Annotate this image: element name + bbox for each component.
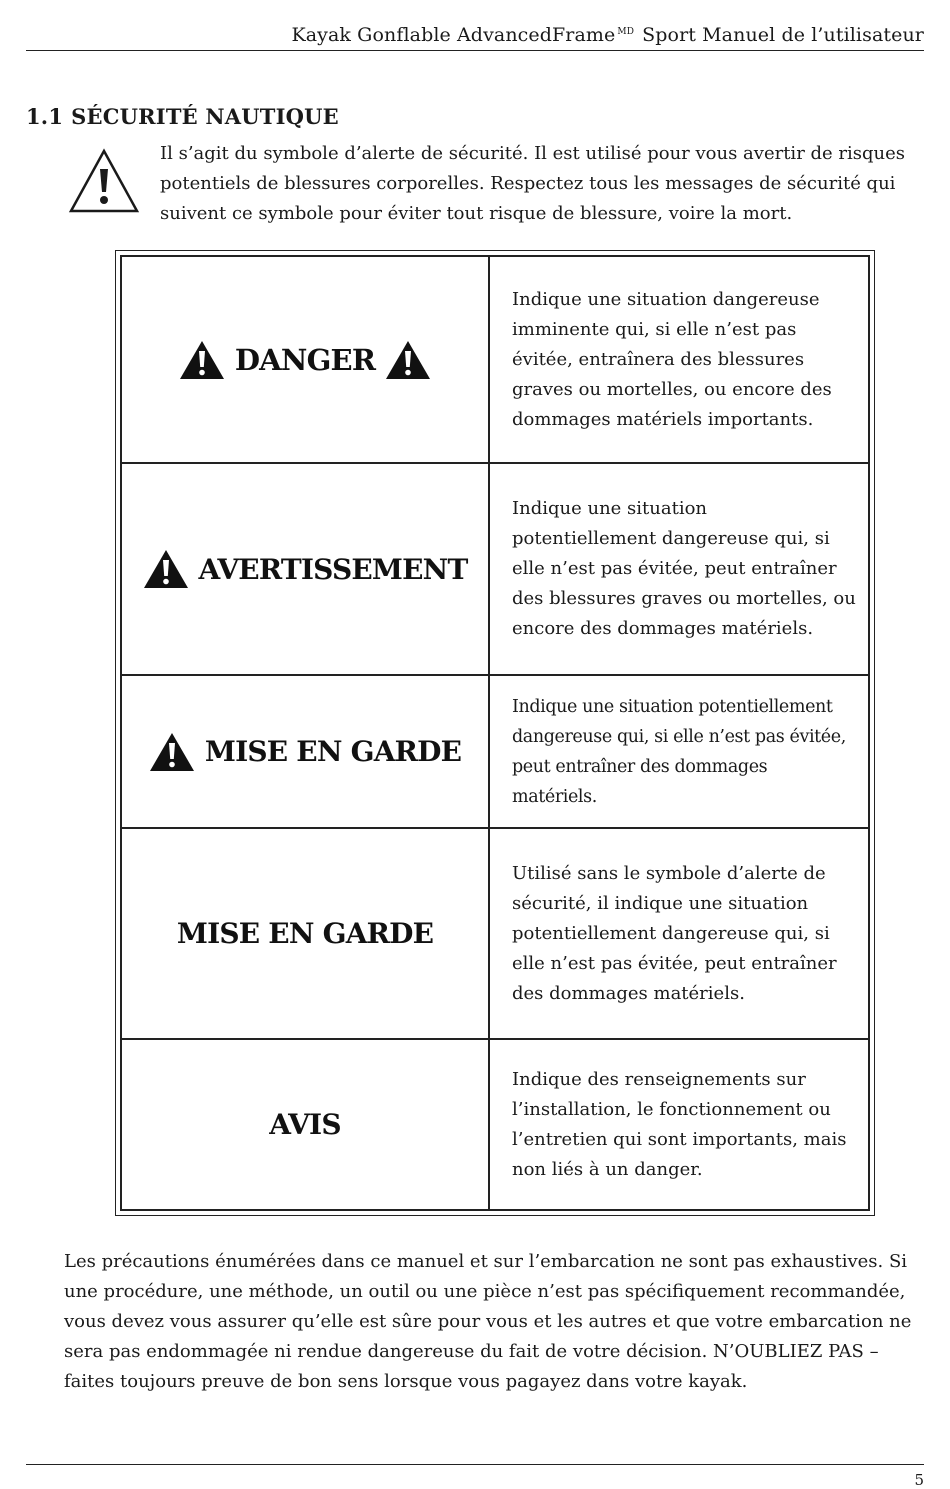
safety-alert-intro: Il s’agit du symbole d’alerte de sécurité. Il est utilisé pour vous avertir de risques potentiels de blessures corporelles. Respectez tous les messages de sécurité qui suivent ce symbole pour éviter tout risque de blessure, voire la mort. xyxy=(160,143,906,224)
header-rule xyxy=(26,50,924,51)
warning-triangle-icon xyxy=(149,732,195,772)
signal-word-label: AVERTISSEMENT xyxy=(198,552,468,586)
signal-word-description: Indique une situation potentiellement dangereuse qui, si elle n’est pas évitée, peut entraîner des blessures graves ou mortelles, ou encore des dommages matériels. xyxy=(512,498,856,639)
section-title: SÉCURITÉ NAUTIQUE xyxy=(71,104,339,129)
closing-paragraph: Les précautions énumérées dans ce manuel et sur l’embarcation ne sont pas exhaustives. Si une procédure, une méthode, un outil ou une pièce n’est pas spécifiquement recommandée, vous devez vous assurer qu’elle est sûre pour vous et les autres et que votre embarcation ne sera pas endommagée ni rendue dangereuse du fait de votre décision. N’OUBLIEZ PAS – faites toujours preuve de bon sens lorsque vous pagayez dans votre kayak. xyxy=(64,1251,912,1392)
safety-alert-icon xyxy=(68,148,140,214)
footer-rule xyxy=(26,1464,924,1465)
table-row-danger xyxy=(122,257,868,462)
warning-triangle-icon xyxy=(385,340,431,380)
page-number: 5 xyxy=(914,1471,924,1489)
warning-triangle-icon xyxy=(143,549,189,589)
signal-word-label: AVIS xyxy=(269,1108,341,1141)
signal-word-label: DANGER xyxy=(234,342,376,377)
table-row-mise-en-garde xyxy=(122,827,868,1038)
signal-word-description: Indique des renseignements sur l’installation, le fonctionnement ou l’entretien qui sont importants, mais non liés à un danger. xyxy=(512,1068,847,1180)
signal-word-label: MISE EN GARDE xyxy=(176,917,434,950)
signal-word-label: MISE EN GARDE xyxy=(204,735,462,768)
running-header xyxy=(291,24,924,46)
table-row-avis xyxy=(122,1038,868,1209)
section-number: 1.1 xyxy=(26,104,64,129)
signal-word-description: Utilisé sans le symbole d’alerte de sécurité, il indique une situation potentiellement dangereuse qui, si elle n’est pas évitée, peut entraîner des dommages matériels. xyxy=(512,862,837,1004)
header-title-end: Sport Manuel de l’utilisateur xyxy=(636,24,924,46)
signal-word-description: Indique une situation potentiellement dangereuse qui, si elle n’est pas évitée, peut entraîner des dommages matériels. xyxy=(512,696,846,807)
table-row-avertissement xyxy=(122,462,868,674)
header-title-start: Kayak Gonflable AdvancedFrame xyxy=(291,24,616,46)
warning-triangle-icon xyxy=(179,340,225,380)
trademark-superscript: MD xyxy=(617,27,635,37)
table-row-mise-en-garde-symbol xyxy=(122,674,868,827)
section-heading xyxy=(26,104,339,129)
signal-word-table xyxy=(115,250,875,1216)
signal-word-description: Indique une situation dangereuse imminente qui, si elle n’est pas évitée, entraînera des blessures graves ou mortelles, ou encore des dommages matériels importants. xyxy=(512,288,832,430)
